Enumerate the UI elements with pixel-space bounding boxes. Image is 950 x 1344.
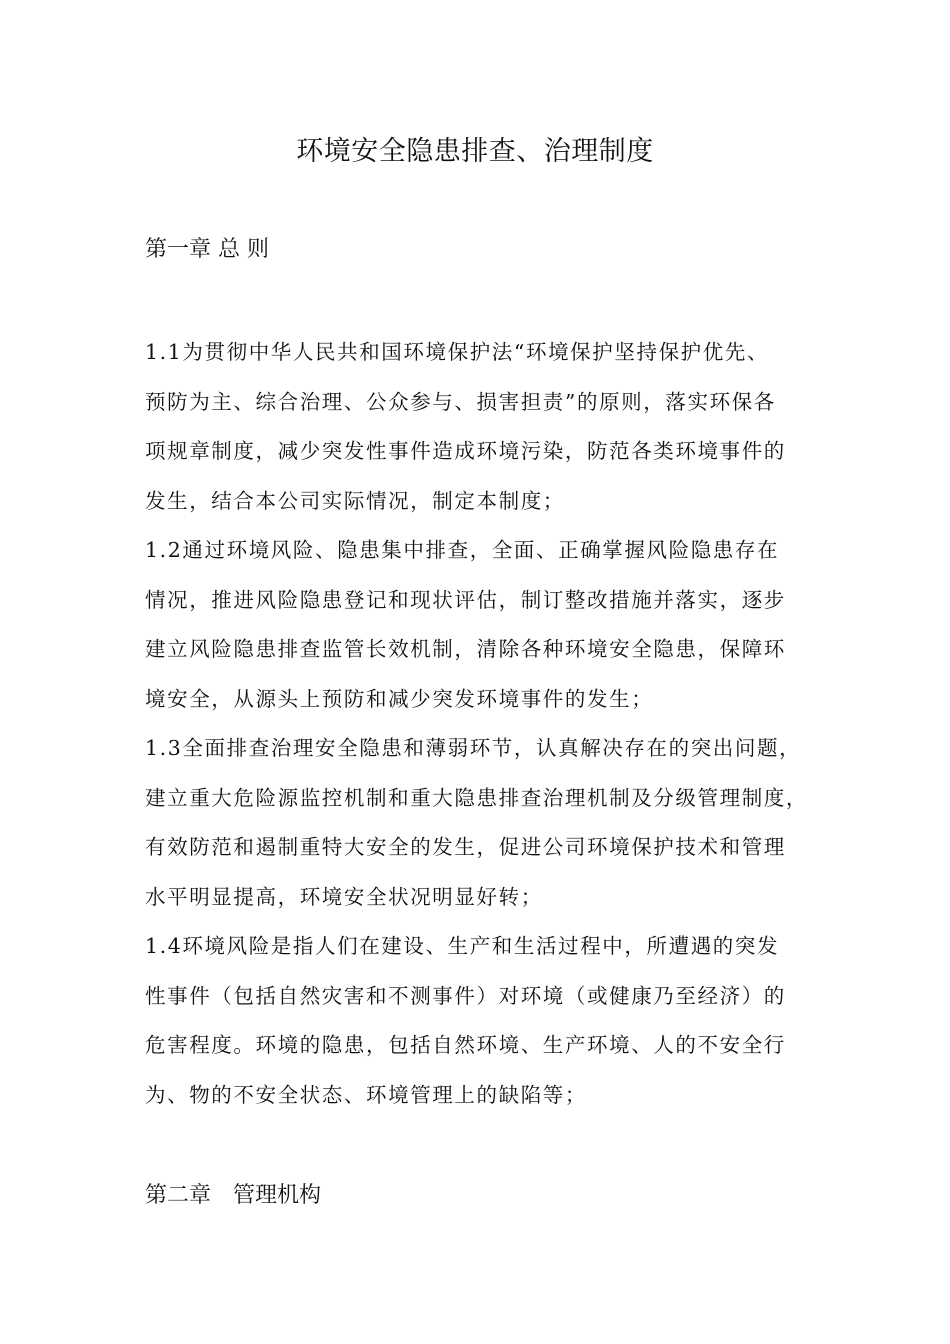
chapter-1-body: [145, 328, 825, 1120]
paragraph-line: 发生，结合本公司实际情况，制定本制度；: [145, 488, 565, 513]
paragraph-line: 建立风险隐患排查监管长效机制，清除各种环境安全隐患，保障环: [145, 637, 786, 661]
document-title: 环境安全隐患排查、治理制度: [296, 136, 654, 167]
paragraph-line: 情况，推进风险隐患登记和现状评估，制订整改措施并落实，逐步: [145, 587, 786, 612]
paragraph-line: 项规章制度，减少突发性事件造成环境污染，防范各类环境事件的: [145, 439, 786, 463]
chapter-1-heading: 第一章 总 则: [145, 237, 269, 262]
paragraph-line: 1.3全面排查治理安全隐患和薄弱环节，认真解决存在的突出问题，: [145, 736, 802, 760]
paragraph-line: 性事件（包括自然灾害和不测事件）对环境（或健康乃至经济）的: [145, 983, 786, 1008]
paragraph-line: 危害程度。环境的隐患，包括自然环境、生产环境、人的不安全行: [145, 1033, 786, 1057]
paragraph-line: 为、物的不安全状态、环境管理上的缺陷等；: [145, 1082, 587, 1107]
chapter-2-heading: 第二章 管理机构: [145, 1183, 322, 1208]
paragraph-line: 1.2通过环境风险、隐患集中排查，全面、正确掌握风险隐患存在: [145, 538, 780, 562]
paragraph-line: 预防为主、综合治理、公众参与、损害担责”的原则，落实环保各: [145, 389, 776, 414]
paragraph-line: 水平明显提高，环境安全状况明显好转；: [145, 884, 543, 909]
paragraph-line: 境安全，从源头上预防和减少突发环境事件的发生；: [145, 686, 654, 711]
paragraph-line: 有效防范和遏制重特大安全的发生，促进公司环境保护技术和管理: [145, 835, 786, 859]
paragraph-line: 1.1为贯彻中华人民共和国环境保护法“环境保护坚持保护优先、: [145, 340, 770, 364]
paragraph-line: 1.4环境风险是指人们在建设、生产和生活过程中，所遭遇的突发: [145, 934, 780, 958]
paragraph-line: 建立重大危险源监控机制和重大隐患排查治理机制及分级管理制度，: [145, 785, 808, 810]
